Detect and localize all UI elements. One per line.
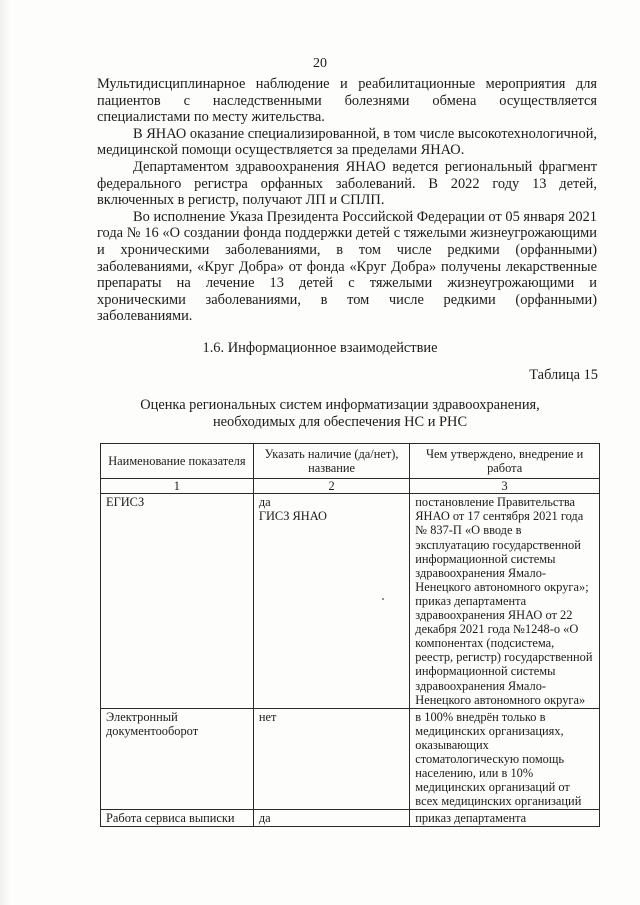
scan-edge-shadow — [0, 0, 10, 905]
table-header-row — [101, 444, 600, 479]
cell-approval: в 100% внедрён только в медицинских организациях, оказывающих стоматологическую помощь населению, или в 10% медицинских организаций от всех медицинских организаций — [410, 708, 600, 810]
cell-approval: приказ департамента — [410, 810, 600, 827]
header-approval: Чем утверждено, внедрение и работа — [410, 444, 600, 479]
section-title: 1.6. Информационное взаимодействие — [202, 340, 438, 356]
cell-indicator: Электронный документооборот — [101, 708, 254, 810]
scan-speck — [382, 598, 384, 600]
paragraph-4: Во исполнение Указа Президента Российской Федерации от 05 января 2021 года № 16 «О создании фонда поддержки детей с тяжелыми жизнеугрожающими и хроническими заболеваниями, в том числе редкими (орфанными) заболеваниями, «Круг Добра» от фонда «Круг Добра» получены лекарственные препараты на лечение 13 детей с тяжелыми жизнеугрожающими и хроническими заболеваниями, в том числе редкими (орфанными) заболеваниями. — [97, 208, 597, 325]
header-presence: Указать наличие (да/нет), название — [253, 444, 409, 479]
page-number: 20 — [313, 56, 327, 71]
cell-approval-text: постановление Правительства ЯНАО от 17 сентября 2021 года № 837-П «О вводе в эксплуатацию государственной информационной системы здравоохранения Ямало-Ненецкого автономного округа»; приказ департамента здравоохранения ЯНАО от 22 декабря 2021 года №1248-о «О компонентах (подсистема, реестр, регистр) государственной информационной системы здравоохранения Ямало-Ненецкого автономного округа» — [415, 495, 593, 707]
cell-presence: нет — [253, 708, 409, 810]
column-number-row — [101, 479, 600, 494]
table-label: Таблица 15 — [529, 367, 598, 383]
cell-indicator: ЕГИСЗ — [101, 494, 254, 708]
table-caption: Оценка региональных систем информатизации здравоохранения, необходимых для обеспечения НС и РНС — [140, 397, 540, 430]
table-row — [101, 494, 600, 708]
column-number-3: 3 — [410, 479, 600, 494]
header-indicator: Наименование показателя — [101, 444, 254, 479]
information-systems-table — [100, 443, 600, 827]
paragraph-2: В ЯНАО оказание специализированной, в том числе высокотехнологичной, медицинской помощи осуществляется за пределами ЯНАО. — [97, 125, 597, 159]
paragraph-3: Департаментом здравоохранения ЯНАО ведется региональный фрагмент федерального регистра орфанных заболеваний. В 2022 году 13 детей, включенных в регистр, получают ЛП и СПЛП. — [97, 158, 597, 209]
paragraph-1: Мультидисциплинарное наблюдение и реабилитационные мероприятия для пациентов с наследственными болезнями обмена осуществляется специалистами по месту жительства. — [97, 76, 597, 126]
cell-presence: да — [253, 810, 409, 827]
table-row — [101, 810, 600, 827]
cell-indicator: Работа сервиса выписки — [101, 810, 254, 827]
column-number-1: 1 — [101, 479, 254, 494]
cell-presence-text: да ГИСЗ ЯНАО — [258, 495, 327, 524]
table-row — [101, 708, 600, 810]
cell-presence — [253, 494, 409, 708]
body-text — [97, 76, 597, 325]
column-number-2: 2 — [253, 479, 409, 494]
cell-approval — [410, 494, 600, 708]
